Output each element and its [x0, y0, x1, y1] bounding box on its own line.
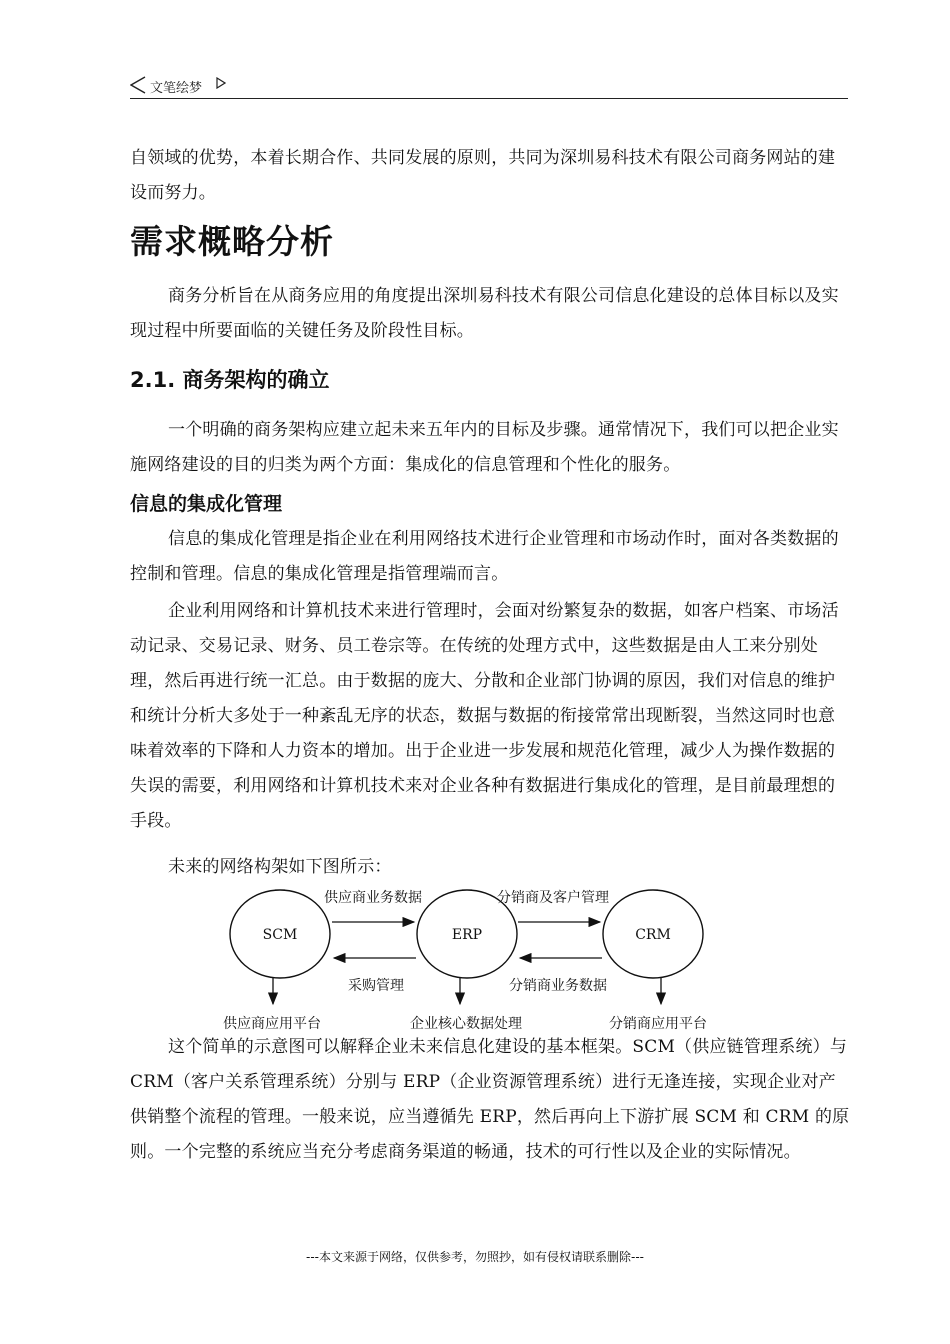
section-title: 需求概略分析 [130, 222, 334, 261]
integrated-paragraph-1: 信息的集成化管理是指企业在利用网络技术进行企业管理和市场动作时，面对各类数据的控制和管理。信息的集成化管理是指管理端而言。 [130, 529, 839, 584]
triangle-right-icon [216, 77, 226, 89]
erp-to-scm-label: 采购管理 [348, 978, 404, 994]
crm-to-erp-label: 分销商业务数据 [509, 978, 607, 994]
crm-output-label: 分销商应用平台 [609, 1016, 707, 1032]
scm-to-erp-label: 供应商业务数据 [324, 890, 422, 906]
erp-label: ERP [451, 927, 483, 943]
network-architecture-diagram [200, 880, 760, 1050]
erp-output-label: 企业核心数据处理 [410, 1016, 522, 1032]
future-network-caption: 未来的网络构架如下图所示： [168, 857, 392, 877]
subsubsection-title: 信息的集成化管理 [130, 493, 283, 515]
crm-label: CRM [635, 927, 671, 943]
scm-output-label: 供应商应用平台 [223, 1016, 321, 1032]
subsection-title: 2.1. 商务架构的确立 [130, 368, 330, 392]
erp-to-crm-label: 分销商及客户管理 [497, 890, 609, 906]
architecture-paragraph: 一个明确的商务架构应建立起未来五年内的目标及步骤。通常情况下，我们可以把企业实施网络建设的目的归类为两个方面：集成化的信息管理和个性化的服务。 [130, 420, 839, 475]
triangle-left-icon [130, 76, 146, 94]
page-header [130, 74, 848, 99]
intro-paragraph: 自领域的优势，本着长期合作、共同发展的原则，共同为深圳易科技术有限公司商务网站的建设而努力。 [130, 148, 836, 203]
header-brand: 文笔绘梦 [150, 81, 203, 96]
integrated-paragraph-2: 企业利用网络和计算机技术来进行管理时，会面对纷繁复杂的数据，如客户档案、市场活动记录、交易记录、财务、员工卷宗等。在传统的处理方式中，这些数据是由人工来分别处理，然后再进行统一汇总。由于数据的庞大、分散和企业部门协调的原因，我们对信息的维护和统计分析大多处于一种紊乱无序的状态，数据与数据的衔接常常出现断裂，当然这同时也意味着效率的下降和人力资本的增加。出于企业进一步发展和规范化管理，减少人为操作数据的失误的需要，利用网络和计算机技术来对企业各种有数据进行集成化的管理，是目前最理想的手段。 [130, 601, 839, 831]
scm-label: SCM [262, 927, 298, 943]
page-footer: ---本文来源于网络，仅供参考，勿照抄，如有侵权请联系删除--- [306, 1250, 644, 1264]
explanation-paragraph: 这个简单的示意图可以解释企业未来信息化建设的基本框架。SCM（供应链管理系统）与 CRM（客户关系管理系统）分别与 ERP（企业资源管理系统）进行无逢连接，实现企业对产供销整个流程的管理。一般来说，应当遵循先 ERP，然后再向上下游扩展 SCM 和 CRM 的原则。一个完整的系统应当充分考虑商务渠道的畅通，技术的可行性以及企业的实际情况。 [130, 1037, 850, 1162]
analysis-paragraph: 商务分析旨在从商务应用的角度提出深圳易科技术有限公司信息化建设的总体目标以及实现过程中所要面临的关键任务及阶段性目标。 [130, 286, 839, 341]
